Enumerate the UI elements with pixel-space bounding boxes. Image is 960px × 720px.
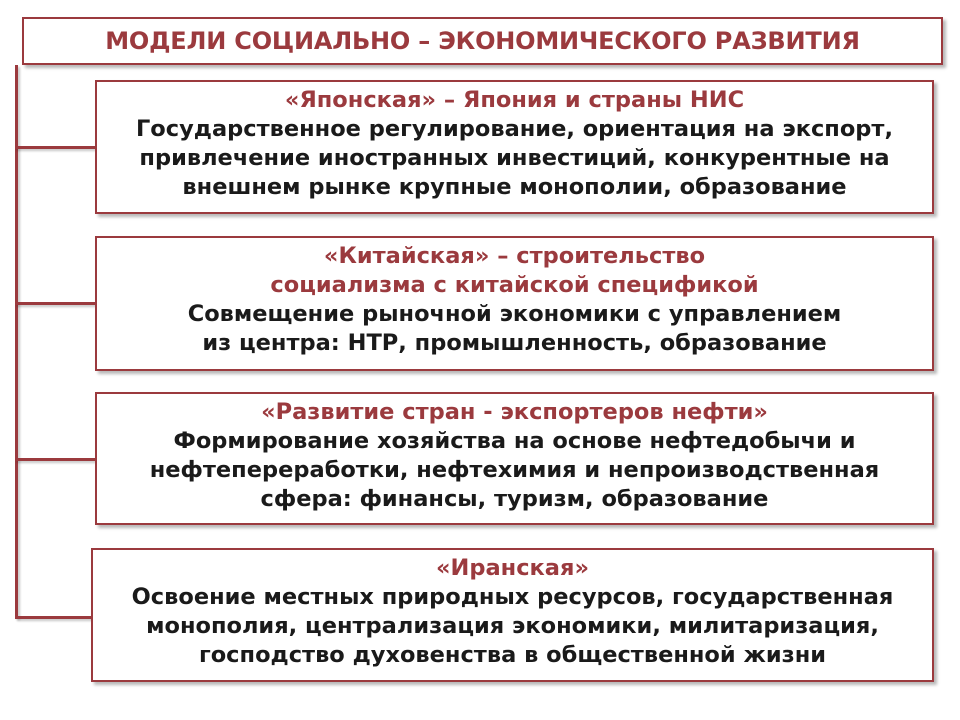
model-box-oil-exporters bbox=[95, 392, 934, 525]
diagram-title: МОДЕЛИ СОЦИАЛЬНО – ЭКОНОМИЧЕСКОГО РАЗВИТИЯ bbox=[22, 17, 943, 65]
model-title: «Иранская» bbox=[436, 555, 589, 581]
tree-connector-branch-3 bbox=[15, 458, 95, 461]
model-box-iranian bbox=[91, 548, 934, 682]
model-description: Государственное регулирование, ориентация на экспорт, привлечение иностранных инвестиций, конкурентные на внешнем рынке крупные монополии, образование bbox=[135, 116, 894, 200]
model-description: Освоение местных природных ресурсов, государственная монополия, централизация экономики, милитаризация, господство духовенства в общественной жизни bbox=[131, 584, 894, 668]
tree-connector-branch-2 bbox=[15, 302, 95, 305]
tree-connector-branch-4 bbox=[15, 616, 91, 619]
model-description: Формирование хозяйства на основе нефтедобычи и нефтепереработки, нефтехимия и непроизводственная сфера: финансы, туризм, образование bbox=[149, 428, 880, 512]
tree-connector-branch-1 bbox=[15, 146, 95, 149]
model-description: Совмещение рыночной экономики с управлением из центра: НТР, промышленность, образование bbox=[187, 301, 842, 356]
model-box-chinese bbox=[95, 236, 934, 371]
model-box-japanese bbox=[95, 80, 934, 214]
model-title: «Китайская» – строительство социализма с китайской спецификой bbox=[270, 243, 759, 298]
model-title: «Японская» – Япония и страны НИС bbox=[284, 87, 745, 113]
model-title: «Развитие стран - экспортеров нефти» bbox=[261, 399, 768, 425]
